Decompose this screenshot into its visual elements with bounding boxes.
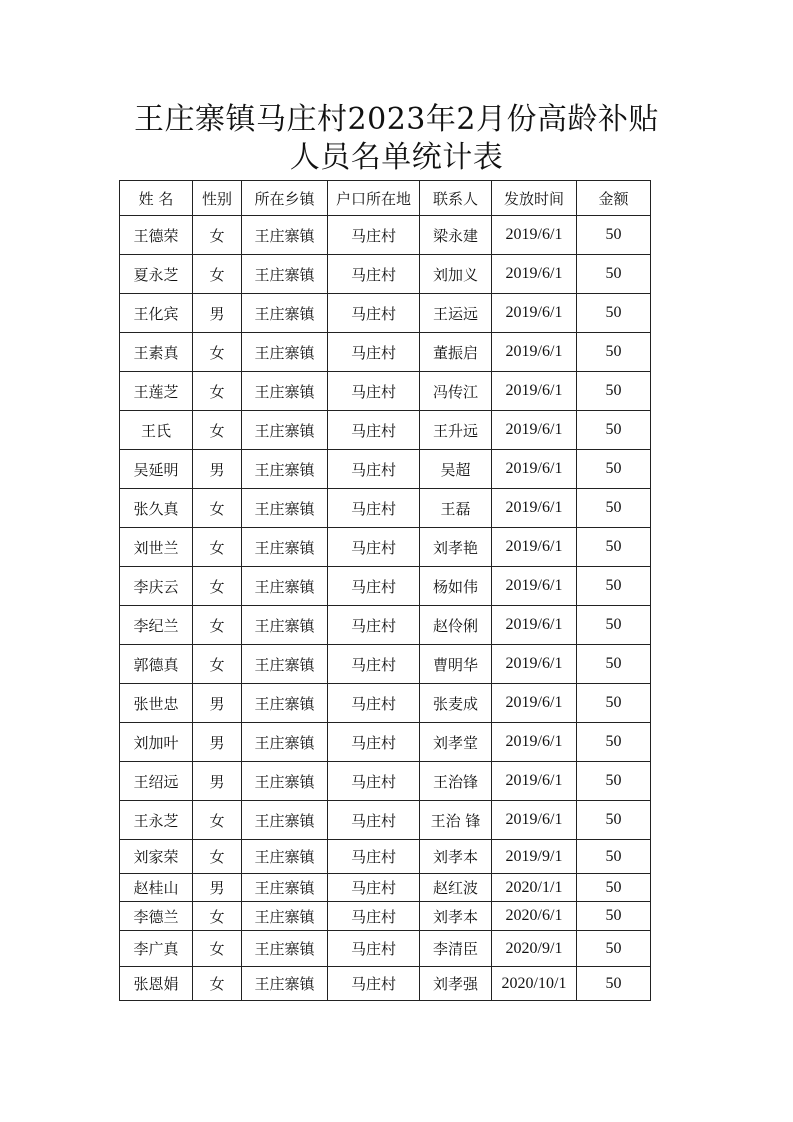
table-row <box>120 489 651 528</box>
cell-issue-date: 2019/6/1 <box>492 528 577 567</box>
cell-name: 王莲芝 <box>120 372 193 411</box>
cell-name: 刘加叶 <box>120 723 193 762</box>
document-title-line-2: 人员名单统计表 <box>289 140 504 175</box>
header-issue-date: 发放时间 <box>492 181 577 216</box>
cell-contact: 赵红波 <box>420 874 492 902</box>
cell-township: 王庄寨镇 <box>242 645 328 684</box>
cell-gender: 男 <box>193 684 242 723</box>
cell-issue-date: 2019/6/1 <box>492 567 577 606</box>
cell-amount: 50 <box>577 372 651 411</box>
cell-gender: 女 <box>193 902 242 931</box>
cell-issue-date: 2019/9/1 <box>492 840 577 874</box>
document-title-line-1: 王庄寨镇马庄村2023年2月份高龄补贴 <box>134 102 659 137</box>
cell-name: 张久真 <box>120 489 193 528</box>
cell-name: 李广真 <box>120 931 193 967</box>
table-row <box>120 723 651 762</box>
cell-issue-date: 2019/6/1 <box>492 723 577 762</box>
cell-issue-date: 2019/6/1 <box>492 411 577 450</box>
cell-township: 王庄寨镇 <box>242 528 328 567</box>
header-residence: 户口所在地 <box>328 181 420 216</box>
cell-amount: 50 <box>577 684 651 723</box>
cell-contact: 李清臣 <box>420 931 492 967</box>
cell-gender: 女 <box>193 528 242 567</box>
table-row <box>120 333 651 372</box>
cell-residence: 马庄村 <box>328 902 420 931</box>
cell-contact: 董振启 <box>420 333 492 372</box>
cell-residence: 马庄村 <box>328 372 420 411</box>
cell-issue-date: 2020/6/1 <box>492 902 577 931</box>
cell-amount: 50 <box>577 840 651 874</box>
cell-amount: 50 <box>577 931 651 967</box>
cell-township: 王庄寨镇 <box>242 840 328 874</box>
cell-gender: 女 <box>193 606 242 645</box>
cell-township: 王庄寨镇 <box>242 723 328 762</box>
table-row <box>120 840 651 874</box>
cell-residence: 马庄村 <box>328 840 420 874</box>
cell-township: 王庄寨镇 <box>242 255 328 294</box>
cell-name: 张恩娟 <box>120 967 193 1001</box>
cell-residence: 马庄村 <box>328 255 420 294</box>
cell-gender: 男 <box>193 294 242 333</box>
cell-residence: 马庄村 <box>328 333 420 372</box>
cell-name: 王永芝 <box>120 801 193 840</box>
cell-gender: 女 <box>193 372 242 411</box>
table-row <box>120 528 651 567</box>
header-name: 姓 名 <box>120 181 193 216</box>
cell-residence: 马庄村 <box>328 931 420 967</box>
cell-residence: 马庄村 <box>328 411 420 450</box>
cell-gender: 女 <box>193 333 242 372</box>
cell-issue-date: 2020/9/1 <box>492 931 577 967</box>
cell-contact: 王治 锋 <box>420 801 492 840</box>
cell-contact: 曹明华 <box>420 645 492 684</box>
cell-township: 王庄寨镇 <box>242 372 328 411</box>
cell-name: 郭德真 <box>120 645 193 684</box>
cell-amount: 50 <box>577 489 651 528</box>
cell-issue-date: 2019/6/1 <box>492 450 577 489</box>
table-row <box>120 684 651 723</box>
cell-issue-date: 2019/6/1 <box>492 645 577 684</box>
table-row <box>120 372 651 411</box>
cell-residence: 马庄村 <box>328 450 420 489</box>
cell-amount: 50 <box>577 216 651 255</box>
cell-township: 王庄寨镇 <box>242 902 328 931</box>
cell-amount: 50 <box>577 255 651 294</box>
cell-name: 王素真 <box>120 333 193 372</box>
cell-amount: 50 <box>577 723 651 762</box>
cell-gender: 女 <box>193 411 242 450</box>
cell-name: 王绍远 <box>120 762 193 801</box>
table-row <box>120 294 651 333</box>
cell-residence: 马庄村 <box>328 216 420 255</box>
table-row <box>120 874 651 902</box>
header-township: 所在乡镇 <box>242 181 328 216</box>
cell-township: 王庄寨镇 <box>242 801 328 840</box>
cell-residence: 马庄村 <box>328 874 420 902</box>
cell-name: 王化宾 <box>120 294 193 333</box>
cell-contact: 王升远 <box>420 411 492 450</box>
cell-name: 刘家荣 <box>120 840 193 874</box>
cell-contact: 王磊 <box>420 489 492 528</box>
cell-contact: 赵伶俐 <box>420 606 492 645</box>
cell-amount: 50 <box>577 967 651 1001</box>
cell-amount: 50 <box>577 411 651 450</box>
cell-residence: 马庄村 <box>328 801 420 840</box>
cell-name: 李纪兰 <box>120 606 193 645</box>
table-row <box>120 255 651 294</box>
cell-contact: 王运远 <box>420 294 492 333</box>
cell-township: 王庄寨镇 <box>242 294 328 333</box>
cell-issue-date: 2019/6/1 <box>492 801 577 840</box>
cell-township: 王庄寨镇 <box>242 567 328 606</box>
cell-gender: 男 <box>193 762 242 801</box>
cell-residence: 马庄村 <box>328 294 420 333</box>
header-amount: 金额 <box>577 181 651 216</box>
cell-name: 李庆云 <box>120 567 193 606</box>
cell-gender: 男 <box>193 450 242 489</box>
cell-amount: 50 <box>577 333 651 372</box>
cell-contact: 吴超 <box>420 450 492 489</box>
cell-issue-date: 2019/6/1 <box>492 294 577 333</box>
table-row <box>120 216 651 255</box>
cell-gender: 女 <box>193 967 242 1001</box>
cell-township: 王庄寨镇 <box>242 684 328 723</box>
cell-contact: 刘孝艳 <box>420 528 492 567</box>
cell-gender: 女 <box>193 489 242 528</box>
cell-contact: 刘孝强 <box>420 967 492 1001</box>
cell-residence: 马庄村 <box>328 489 420 528</box>
cell-residence: 马庄村 <box>328 528 420 567</box>
cell-gender: 女 <box>193 255 242 294</box>
subsidy-table <box>119 180 651 1001</box>
cell-issue-date: 2019/6/1 <box>492 606 577 645</box>
cell-contact: 张麦成 <box>420 684 492 723</box>
cell-amount: 50 <box>577 294 651 333</box>
cell-amount: 50 <box>577 528 651 567</box>
table-row <box>120 902 651 931</box>
header-contact: 联系人 <box>420 181 492 216</box>
table-row <box>120 450 651 489</box>
cell-township: 王庄寨镇 <box>242 967 328 1001</box>
cell-township: 王庄寨镇 <box>242 931 328 967</box>
cell-amount: 50 <box>577 902 651 931</box>
cell-township: 王庄寨镇 <box>242 762 328 801</box>
cell-issue-date: 2019/6/1 <box>492 216 577 255</box>
table-row <box>120 762 651 801</box>
table-row <box>120 411 651 450</box>
cell-issue-date: 2019/6/1 <box>492 684 577 723</box>
cell-issue-date: 2020/10/1 <box>492 967 577 1001</box>
table-row <box>120 801 651 840</box>
cell-residence: 马庄村 <box>328 684 420 723</box>
cell-amount: 50 <box>577 645 651 684</box>
cell-residence: 马庄村 <box>328 723 420 762</box>
cell-amount: 50 <box>577 606 651 645</box>
table-row <box>120 967 651 1001</box>
cell-township: 王庄寨镇 <box>242 450 328 489</box>
cell-name: 李德兰 <box>120 902 193 931</box>
cell-contact: 刘孝本 <box>420 840 492 874</box>
cell-residence: 马庄村 <box>328 567 420 606</box>
cell-contact: 王治锋 <box>420 762 492 801</box>
cell-gender: 女 <box>193 840 242 874</box>
cell-issue-date: 2019/6/1 <box>492 333 577 372</box>
cell-gender: 女 <box>193 931 242 967</box>
table-row <box>120 606 651 645</box>
cell-township: 王庄寨镇 <box>242 606 328 645</box>
cell-amount: 50 <box>577 801 651 840</box>
cell-amount: 50 <box>577 450 651 489</box>
cell-township: 王庄寨镇 <box>242 411 328 450</box>
table-header-row <box>120 181 651 216</box>
table-row <box>120 645 651 684</box>
cell-township: 王庄寨镇 <box>242 333 328 372</box>
cell-contact: 梁永建 <box>420 216 492 255</box>
cell-contact: 冯传江 <box>420 372 492 411</box>
cell-name: 夏永芝 <box>120 255 193 294</box>
cell-gender: 女 <box>193 801 242 840</box>
cell-township: 王庄寨镇 <box>242 874 328 902</box>
table-row <box>120 931 651 967</box>
cell-amount: 50 <box>577 874 651 902</box>
cell-name: 王氏 <box>120 411 193 450</box>
cell-contact: 刘加义 <box>420 255 492 294</box>
cell-residence: 马庄村 <box>328 762 420 801</box>
cell-gender: 女 <box>193 645 242 684</box>
cell-gender: 男 <box>193 723 242 762</box>
cell-issue-date: 2019/6/1 <box>492 762 577 801</box>
cell-amount: 50 <box>577 567 651 606</box>
cell-contact: 刘孝本 <box>420 902 492 931</box>
cell-township: 王庄寨镇 <box>242 216 328 255</box>
cell-gender: 女 <box>193 216 242 255</box>
cell-name: 赵桂山 <box>120 874 193 902</box>
cell-name: 吴延明 <box>120 450 193 489</box>
cell-gender: 男 <box>193 874 242 902</box>
cell-residence: 马庄村 <box>328 967 420 1001</box>
cell-residence: 马庄村 <box>328 645 420 684</box>
cell-residence: 马庄村 <box>328 606 420 645</box>
table-row <box>120 567 651 606</box>
cell-issue-date: 2019/6/1 <box>492 255 577 294</box>
cell-amount: 50 <box>577 762 651 801</box>
cell-gender: 女 <box>193 567 242 606</box>
cell-issue-date: 2019/6/1 <box>492 372 577 411</box>
cell-issue-date: 2019/6/1 <box>492 489 577 528</box>
cell-contact: 刘孝堂 <box>420 723 492 762</box>
cell-name: 王德荣 <box>120 216 193 255</box>
cell-name: 刘世兰 <box>120 528 193 567</box>
cell-contact: 杨如伟 <box>420 567 492 606</box>
cell-township: 王庄寨镇 <box>242 489 328 528</box>
cell-name: 张世忠 <box>120 684 193 723</box>
cell-issue-date: 2020/1/1 <box>492 874 577 902</box>
header-gender: 性别 <box>193 181 242 216</box>
